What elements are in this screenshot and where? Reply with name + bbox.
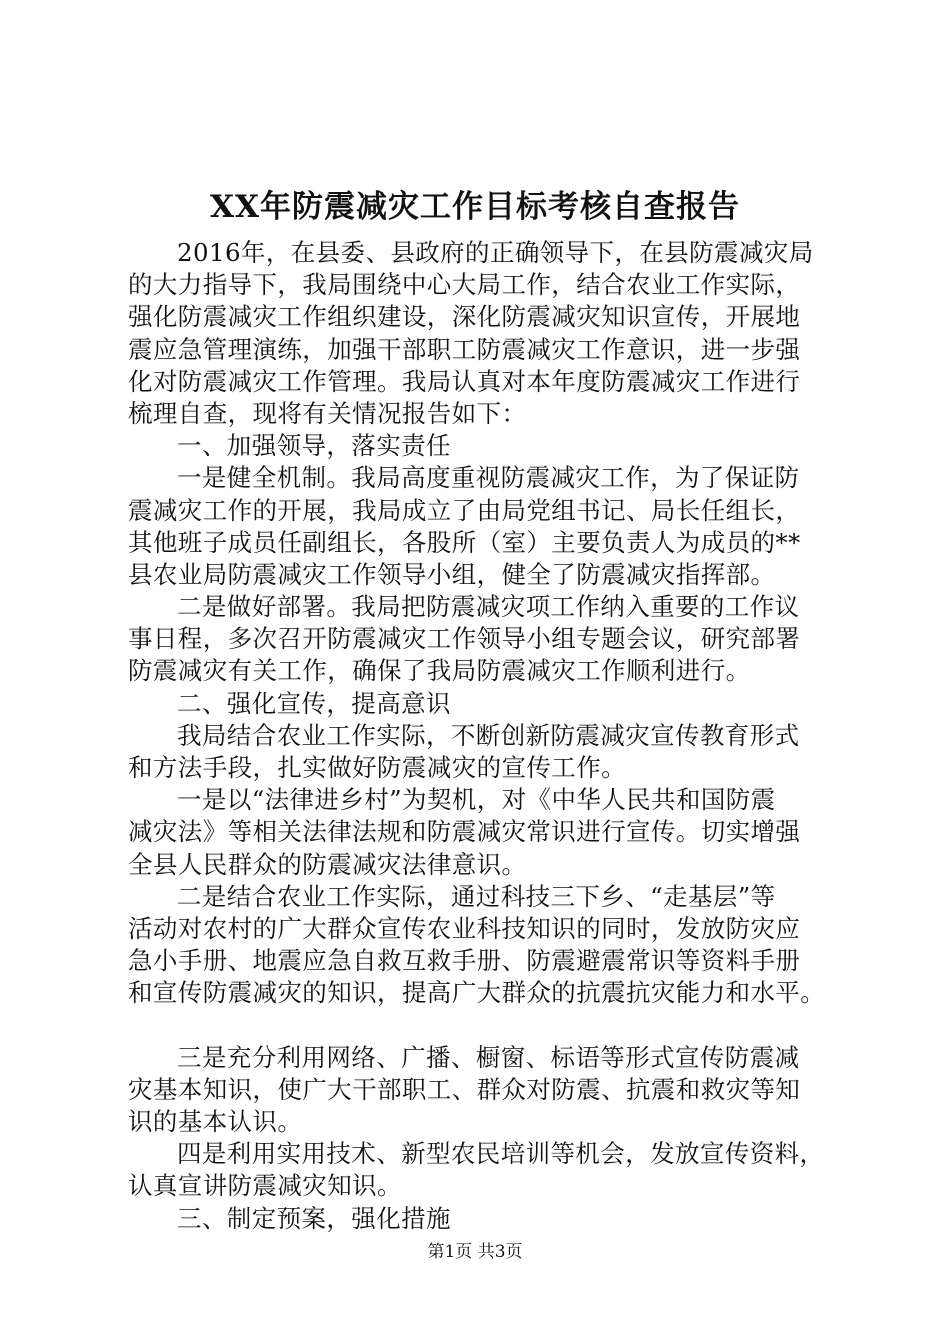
paragraph-line: 防震减灾有关工作，确保了我局防震减灾工作顺利进行。 (128, 656, 751, 686)
paragraph-line: 三是充分利用网络、广播、橱窗、标语等形式宣传防震减 (177, 1042, 800, 1072)
paragraph-line: 2016年，在县委、县政府的正确领导下，在县防震减灾局 (177, 238, 814, 267)
paragraph-line: 震减灾工作的开展，我局成立了由局党组书记、局长任组长， (128, 495, 801, 525)
paragraph-line: 一是健全机制。我局高度重视防震减灾工作，为了保证防 (177, 463, 800, 493)
paragraph-line: 事日程，多次召开防震减灾工作领导小组专题会议，研究部署 (128, 624, 801, 654)
section-heading: 二、强化宣传，提高意识 (177, 688, 451, 718)
paragraph-line: 灾基本知识，使广大干部职工、群众对防震、抗震和救灾等知 (128, 1074, 801, 1104)
blank-line (128, 1010, 868, 1042)
paragraph-line: 和宣传防震减灾的知识，提高广大群众的抗震抗灾能力和水平。 (128, 978, 826, 1008)
paragraph-line: 减灾法》等相关法律法规和防震减灾常识进行宣传。切实增强 (128, 817, 801, 847)
paragraph-line: 震应急管理演练，加强干部职工防震减灾工作意识，进一步强 (128, 334, 801, 364)
paragraph-line: 一是以“法律进乡村”为契机，对《中华人民共和国防震 (177, 785, 776, 815)
paragraph-line: 其他班子成员任副组长，各股所（室）主要负责人为成员的** (128, 527, 801, 557)
paragraph-line: 认真宣讲防震减灾知识。 (128, 1171, 402, 1201)
paragraph-line: 全县人民群众的防震减灾法律意识。 (128, 849, 527, 879)
paragraph-line: 四是利用实用技术、新型农民培训等机会，发放宣传资料， (177, 1139, 825, 1169)
page-footer: 第1页 共3页 (427, 1242, 523, 1262)
paragraph-line: 我局结合农业工作实际，不断创新防震减灾宣传教育形式 (177, 720, 800, 750)
paragraph-line: 的大力指导下，我局围绕中心大局工作，结合农业工作实际， (128, 270, 801, 300)
section-heading: 一、加强领导，落实责任 (177, 431, 451, 461)
paragraph-line: 化对防震减灾工作管理。我局认真对本年度防震减灾工作进行 (128, 366, 801, 396)
paragraph-line: 急小手册、地震应急自救互救手册、防震避震常识等资料手册 (128, 946, 801, 976)
paragraph-line: 二是做好部署。我局把防震减灾项工作纳入重要的工作议 (177, 592, 800, 622)
paragraph-line: 强化防震减灾工作组织建设，深化防震减灾知识宣传，开展地 (128, 302, 801, 332)
document-title: XX年防震减灾工作目标考核自查报告 (209, 189, 741, 225)
paragraph-line: 县农业局防震减灾工作领导小组，健全了防震减灾指挥部。 (128, 559, 776, 589)
document-body (128, 237, 868, 1235)
paragraph-line: 和方法手段，扎实做好防震减灾的宣传工作。 (128, 753, 626, 782)
paragraph-line: 梳理自查，现将有关情况报告如下： (128, 398, 527, 428)
paragraph-line: 二是结合农业工作实际，通过科技三下乡、“走基层”等 (177, 881, 776, 911)
section-heading: 三、制定预案，强化措施 (177, 1203, 451, 1233)
paragraph-line: 识的基本认识。 (128, 1107, 303, 1137)
paragraph-line: 活动对农村的广大群众宣传农业科技知识的同时，发放防灾应 (128, 913, 801, 943)
